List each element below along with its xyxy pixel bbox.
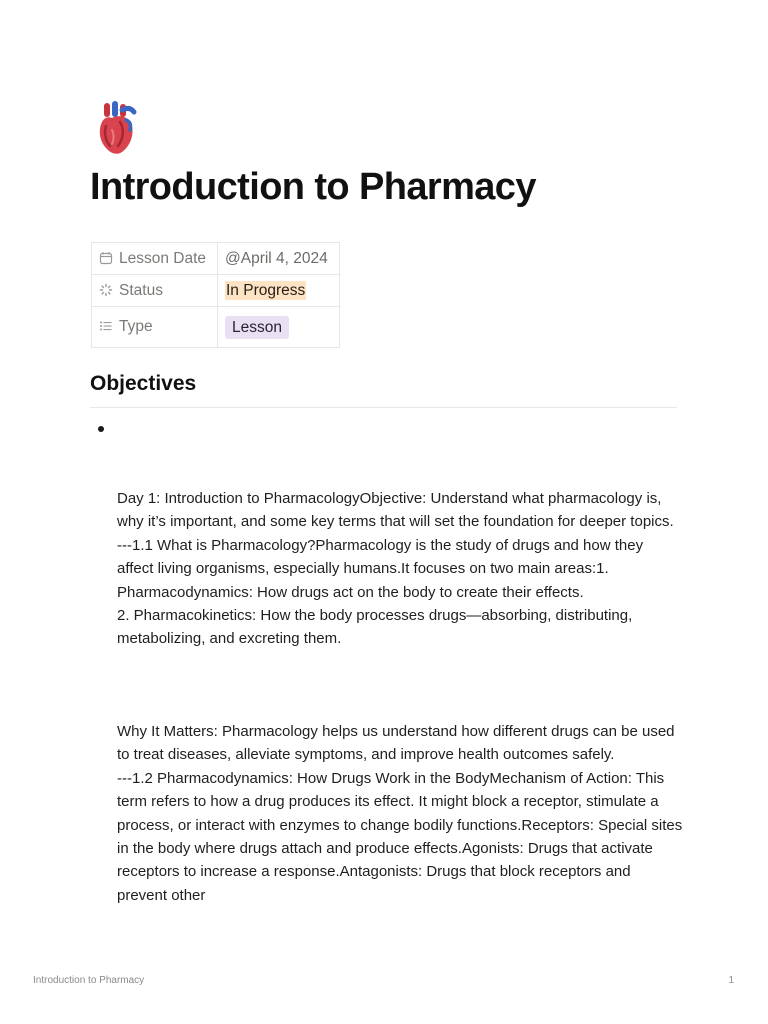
calendar-icon xyxy=(99,251,113,265)
footer-document-title: Introduction to Pharmacy xyxy=(33,975,145,986)
property-label-type: Type xyxy=(119,318,153,335)
property-label-lesson-date: Lesson Date xyxy=(119,249,207,267)
property-value-status[interactable] xyxy=(218,275,340,307)
anatomical-heart-icon xyxy=(94,100,138,156)
page-title: Introduction to Pharmacy xyxy=(90,166,536,208)
property-key-type[interactable] xyxy=(92,307,218,348)
property-row-lesson-date xyxy=(92,243,340,275)
property-value-lesson-date[interactable] xyxy=(218,243,340,275)
status-badge: In Progress xyxy=(226,281,306,299)
objectives-text-block-2 xyxy=(117,720,683,907)
property-row-type xyxy=(92,307,340,348)
property-label-status: Status xyxy=(119,281,163,299)
objectives-heading: Objectives xyxy=(90,372,197,395)
list-bullet xyxy=(98,426,104,432)
footer-page-number: 1 xyxy=(728,975,734,986)
paragraph-day1-objective: Day 1: Introduction to PharmacologyObjective: Understand what pharmacology is, why it’s important, and some key terms that will set the foundation for deeper topics. xyxy=(117,490,674,531)
objectives-text-block-1 xyxy=(117,487,683,651)
paragraph-pharmacodynamics: ---1.2 Pharmacodynamics: How Drugs Work in the BodyMechanism of Action: This term refers to how a drug produces its effect. It might block a receptor, stimulate a process, or interact with enzymes to change bodily functions.Receptors: Special sites in the body where drugs attach and produce effects.Agonists: Drugs that activate receptors to increase a response.Antagonists: Drugs that block receptors and prevent other xyxy=(117,769,683,904)
paragraph-pharmacokinetics: 2. Pharmacokinetics: How the body processes drugs—absorbing, distributing, metabolizing, and excreting them. xyxy=(117,607,633,648)
type-tag: Lesson xyxy=(225,316,289,339)
property-key-lesson-date[interactable] xyxy=(92,243,218,275)
lesson-date-value: @April 4, 2024 xyxy=(225,249,328,267)
property-value-type[interactable] xyxy=(218,307,340,348)
paragraph-what-is-pharmacology: ---1.1 What is Pharmacology?Pharmacology is the study of drugs and how they affect living organisms, especially humans.It focuses on two main areas:1. Pharmacodynamics: How drugs act on the body to create their effects. xyxy=(117,536,644,601)
property-key-status[interactable] xyxy=(92,275,218,307)
property-row-status xyxy=(92,275,340,307)
list-icon xyxy=(99,319,113,333)
heading-divider xyxy=(90,407,677,408)
status-spinner-icon xyxy=(99,283,113,297)
paragraph-why-it-matters: Why It Matters: Pharmacology helps us understand how different drugs can be used to treat diseases, alleviate symptoms, and improve health outcomes safely. xyxy=(117,723,675,764)
properties-table xyxy=(91,242,340,348)
